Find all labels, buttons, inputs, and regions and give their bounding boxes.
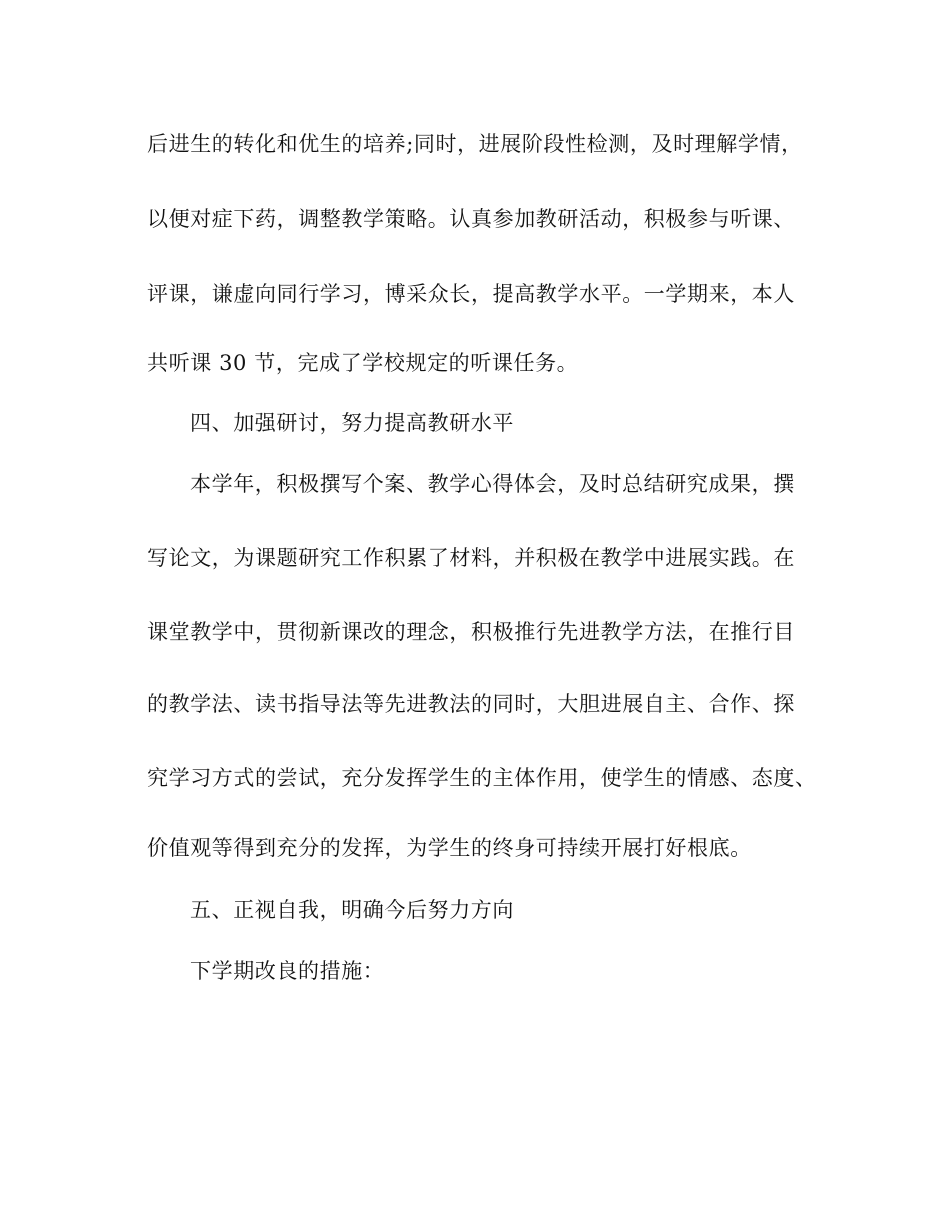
text-line-13: 下学期改良的措施： (190, 959, 385, 983)
text-line-9: 的教学法、读书指导法等先进教法的同时，大胆进展自主、合作、探 (147, 692, 795, 716)
text-line-8: 课堂教学中，贯彻新课改的理念，积极推行先进教学方法，在推行目 (147, 620, 795, 644)
text-line-3: 评课，谦虚向同行学习，博采众长，提高教学水平。一学期来，本人 (147, 282, 795, 306)
section-heading-4: 四、加强研讨，努力提高教研水平 (190, 411, 514, 435)
section-heading-5: 五、正视自我，明确今后努力方向 (190, 898, 514, 922)
text-line-10: 究学习方式的尝试，充分发挥学生的主体作用，使学生的情感、态度、 (147, 766, 817, 790)
text-line-1: 后进生的转化和优生的培养;同时，进展阶段性检测，及时理解学情， (147, 132, 803, 156)
text-line-7: 写论文，为课题研究工作积累了材料，并积极在教学中进展实践。在 (147, 546, 795, 570)
text-line-4: 共听课 30 节，完成了学校规定的听课任务。 (147, 351, 579, 375)
text-line-6: 本学年，积极撰写个案、教学心得体会，及时总结研究成果，撰 (190, 472, 795, 496)
text-line-2: 以便对症下药，调整教学策略。认真参加教研活动，积极参与听课、 (147, 207, 795, 231)
text-line-11: 价值观等得到充分的发挥，为学生的终身可持续开展打好根底。 (147, 836, 752, 860)
